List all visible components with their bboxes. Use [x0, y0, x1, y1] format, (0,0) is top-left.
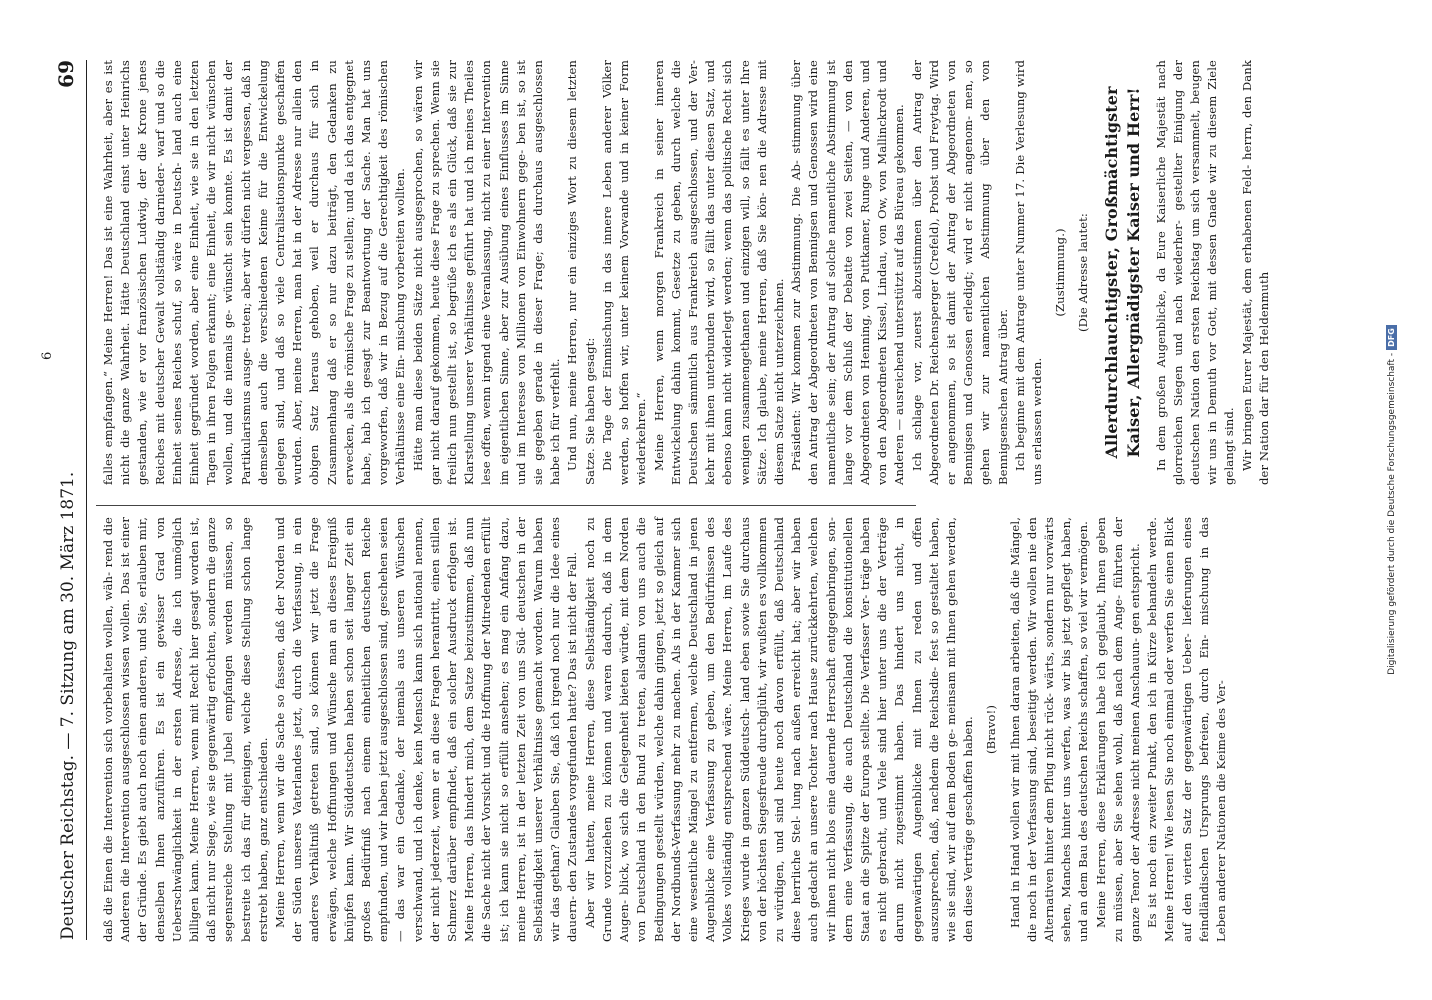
running-head: Deutscher Reichstag. — 7. Sitzung am 30. März 1871.: [58, 471, 78, 940]
paragraph: Meine Herren, wenn wir die Sache so fassen, daß der Norden und der Süden unseres Vaterlandes jetzt, durch die Verfassung, in ein anderes Verhältniß getreten sind, so können wir jetzt die Frage erwägen, welche Hoffnungen und Wünsche man an dieses Ereigniß knüpfen kann. Wir Süddeutschen haben schon seit langer Zeit ein großes Bedürfniß nach einem einheitlichen deutschen Reiche empfunden, und wir haben jetzt ausgeschlossen sind, geschehen seien — das war ein Gedanke, der niemals aus unseren Wünschen verschwand, und ich denke, kein Mensch kann sich national nennen, der nicht jederzeit, wenn er an diese Fragen herantritt, einen stillen Schmerz darüber empfindet, daß ein solcher Ausdruck erfolgen ist. Meine Herren, das hindert mich, dem Satze beizustimmen, daß nun die Sache nicht der Vorsicht und die Hoffnung der Mitredenden erfüllt ist; ich kann sie nicht so erfüllt ansehen; es mag ein Anfang dazu, meine Herren, ist in der letzten Zeit von uns Süd- deutschen in der Selbständigkeit unserer Verhältnisse gemacht worden. Warum haben wir das gethan? Glauben Sie, daß ich irgend noch nur die Idee eines dauern- den Zustandes vorgefunden hatte? Das ist nicht der Fall.: [273, 517, 580, 942]
paragraph: Aber wir hatten, meine Herren, diese Selbständigkeit noch zu Grunde vorzuziehen zu können und waren dadurch, daß in dem Augen- blick, wo sich die Gelegenheit bieten würde, mit dem Norden von Deutschland in den Bund zu treten, alsdann von uns auch die Bedingungen gestellt würden, welche dahin gingen, jetzt so gleich auf der Nordbunds-Verfassung mehr zu machen. Als in der Kammer sich eine wesentliche Mängel zu entfernen, welche Deutschland in jenen Augenblicke eine Verfassung zu geben, um den Bedürfnissen des Volkes vollständig entsprechend wäre. Meine Herren, im Laufe des Krieges wurde in ganzen Süddeutsch- land eben sowie Sie durchaus von der höchsten Siegesfreude durchglüht, wir wußten es vollkommen zu würdigen, und sind heute noch davon erfüllt, daß Deutschland diese herrliche Stel- lung nach außen erreicht hat; aber wir haben auch gedacht an unsere Tochter nach Hause zurückkehrten, welchen wir ihnen nicht blos eine dauernde Herrschaft entgegenbringen, son- dern eine Verfassung, die auch Deutschland die konstitutionellen Staat an die Spitze der Europa stellte. Die Verfasser Ver- träge haben es nicht gebracht, und Viele sind hier unter uns die der Verträge darum nicht zugestimmt haben. Das hindert uns nicht, in gegenwärtigen Augenblicke mit Ihnen zu reden und offen auszusprechen, daß, nachdem die Reichsdie- fest so gestaltet haben, wie sie sind, wir auf dem Boden ge- meinsam mit Ihnen gehen werden, den diese Verträge geschaffen haben.: [582, 517, 976, 942]
paragraph: Meine Herren, diese Erklärungen habe ich geglaubt, Ihnen geben zu müssen, aber Sie sehen wohl, daß nach dem Ange- führten der ganze Tenor der Adresse nicht meinen Anschauun- gen entspricht.: [1093, 517, 1142, 942]
paragraph: falles empfangen.“ Meine Herren! Das ist eine Wahrheit, aber es ist nicht die ganze Wahrheit. Hätte Deutschland einst unter Heinrichs gestanden, wie er vor französischen Ludwig, der die Krone jenes Reiches mit deutscher Gewalt vollständig darnieder- warf und so die Einheit seines Reiches schuf, so wäre in Deutsch- land auch eine Einheit gegründet worden, aber eine Einheit, wie sie in den letzten Tagen in ihren Folgen erkannt; eine Einheit, die wir nicht wünschen wollen, und die niemals ge- wünscht sein konnte. Es ist damit der Partikularismus ausge- treten; aber wir dürfen nicht vergessen, daß in demselben auch die verschiedenen Keime für die Entwickelung gelegen sind, und daß so viele Centralisationspunkte geschaffen wurden. Aber, meine Herren, man hat in der Adresse nur allein den obigen Satz heraus gehoben, weil er durchaus für sich in Zusammenhang daß er so nur dazu beiträgt, den Gedanken zu erwecken, als die römische Frage zu stellen; und da ich das entgegnet habe, hab ich gesagt zur Beantwortung der Sache. Man hat uns vorgeworfen, daß wir in Bezug auf die Gerechtigkeit des römischen Verhältnisse eine Ein- mischung vorbereiten wollten.: [101, 60, 408, 485]
page-number: 69: [54, 60, 78, 88]
interjection: (Bravo!): [984, 705, 999, 755]
quotation: Die Tage der Einmischung in das innere Leben anderer Völker werden, so hoffen wir, unter keinem Vorwande und in keiner Form wiederkehren.“: [599, 60, 649, 485]
column-left: [100, 517, 1230, 942]
paragraph: Hand in Hand wollen wir mit Ihnen daran arbeiten, daß die Mängel, die noch in der Verfassung sind, beseitigt werden. Wir wollen nie den Alternativen hinter dem Pflug nicht rück- wärts, sondern nur vorwärts sehen, Manches hinter uns werfen, was wir bis jetzt gepflegt haben, und an dem Bau des deutschen Reichs schaffen, so viel wir vermögen.: [1007, 517, 1091, 942]
interjection: (Zustimmung.): [1053, 228, 1068, 317]
paragraph: Wir bringen Eurer Majestät, dem erhabenen Feld- herrn, den Dank der Nation dar für den Heldenmuth: [1239, 60, 1271, 485]
paragraph: Ich beginne mit dem Antrage unter Nummer 17. Die Verlesung wird uns erlassen werden.: [1012, 60, 1044, 485]
column-right: [100, 60, 1273, 485]
paragraph: daß die Einen die Intervention sich vorbehalten wollen, wäh- rend die Anderen die Intervention ausgeschlossen wissen wollen. Das ist einer der Gründe. Es giebt auch noch einen anderen, und Sie, erlauben mir, denselben Ihnen anzuführen. Es ist ein gewisser Grad von Ueberschwänglichkeit in der ersten Adresse, die ich unmöglich billigen kann. Meine Herren, wenn mit Recht hier gesagt worden ist, daß nicht nur Siege, wie sie gegenwärtig erfochten, sondern die ganze segensreiche Stellung mit Jubel empfangen werden müssen, so bestreite ich das für diejenigen, welche diese Stellung schon lange erstrebt haben, ganz entschieden.: [101, 517, 270, 942]
digitization-credit: [1386, 90, 1397, 910]
page-header: [52, 60, 87, 940]
paragraph: Und nun, meine Herren, nur ein einziges Wort zu diesem letzten Satze. Sie haben gesagt:: [565, 60, 597, 485]
paragraph: Meine Herren, wenn morgen Frankreich in seiner inneren Entwickelung dahin kommt, Gesetze zu geben, durch welche die Deutschen sämmtlich aus Frankreich ausgeschlossen, und der Ver- kehr mit ihnen unterbunden wird, so fällt das unter diesen Satz, und ebenso kann nicht widerlegt werden; wenn das politische Recht sich wenigen zusammengethanen und einzigen will, so fällt es unter Ihre Sätze. Ich glaube, meine Herren, daß Sie kön- nen die Adresse mit diesem Satze nicht unterzeichnen.: [651, 60, 786, 485]
address-salutation: Allerdurchlauchtigster, Großmächtigster Kaiser, Allergnädigster Kaiser und Herr!: [1101, 86, 1143, 459]
credit-text: Digitalisierung gefördert durch die Deutsche Forschungsgemeinschaft -: [1387, 352, 1397, 675]
address-intro: (Die Adresse lautet:: [1076, 213, 1091, 332]
paragraph: Ich schlage vor, zuerst abzustimmen über den Antrag der Abgeordneten Dr. Reichensperger (Crefeld), Probst und Freytag. Wird er angenommen, so ist damit der Antrag der Abgeordneten von Bennigsen und Genossen erledigt; wird er nicht angenom- men, so gehen wir zur namentlichen Abstimmung über den von Bennigsenschen Antrag über.: [909, 60, 1010, 485]
margin-mark: 6: [40, 351, 55, 360]
paragraph: Präsident: Wir kommen zur Abstimmung. Die Ab- stimmung über den Antrag der Abgeordneten von Bennigsen und Genossen wird eine namentliche sein; der Antrag auf solche namentliche Abstimmung ist lange vor dem Schluß der Debatte von zwei Seiten, — von den Abgeordneten von Henning, von Puttkamer, Runge und Anderen, und von den Abgeordneten Kissel, Lindau, von Ow, von Mallinckrodt und Anderen — ausreichend unterstützt auf das Büreau gekommen.: [789, 60, 907, 485]
dfg-badge: DFG: [1386, 325, 1397, 350]
paragraph: Hätte man diese beiden Sätze nicht ausgesprochen, so wären wir gar nicht darauf gekommen, heute diese Frage zu sprechen. Wenn sie freilich nun gestellt ist, so begrüße ich es als ein Glück, daß sie zur Klarstellung unserer Verhältnisse geführt hat und ich meines Theiles lese offen, wenn irgend eine Veranlassung, nicht zu einer Intervention im eigentlichen Sinne, aber zur Ausübung eines Einflusses im Sinne und im Interesse von Millionen von Einwohnern gege- ben ist, so ist sie gegeben gerade in dieser Frage; das durchaus ausgeschlossen habe ich für verfehlt.: [410, 60, 563, 485]
paragraph: Es ist noch ein zweiter Punkt, den ich in Kürze behandeln werde. Meine Herren! Wie lesen Sie noch einmal oder werfen Sie einen Blick auf den vierten Satz der gegenwärtigen Ueber- lieferungen eines feindländischen Ursprungs befreien, durch Ein- mischung in das Leben anderer Nationen die Keime des Ver-: [1145, 517, 1228, 942]
column-divider: [96, 505, 916, 506]
paragraph: In dem großen Augenblicke, da Eure Kaiserliche Majestät nach glorreichen Siegen und nach wiederher- gestellter Einigung der deutschen Nation den ersten Reichstag um sich versammelt, beugen wir uns in Demuth vor Gott, mit dessen Gnade wir zu diesem Ziele gelangt sind.: [1153, 60, 1237, 485]
